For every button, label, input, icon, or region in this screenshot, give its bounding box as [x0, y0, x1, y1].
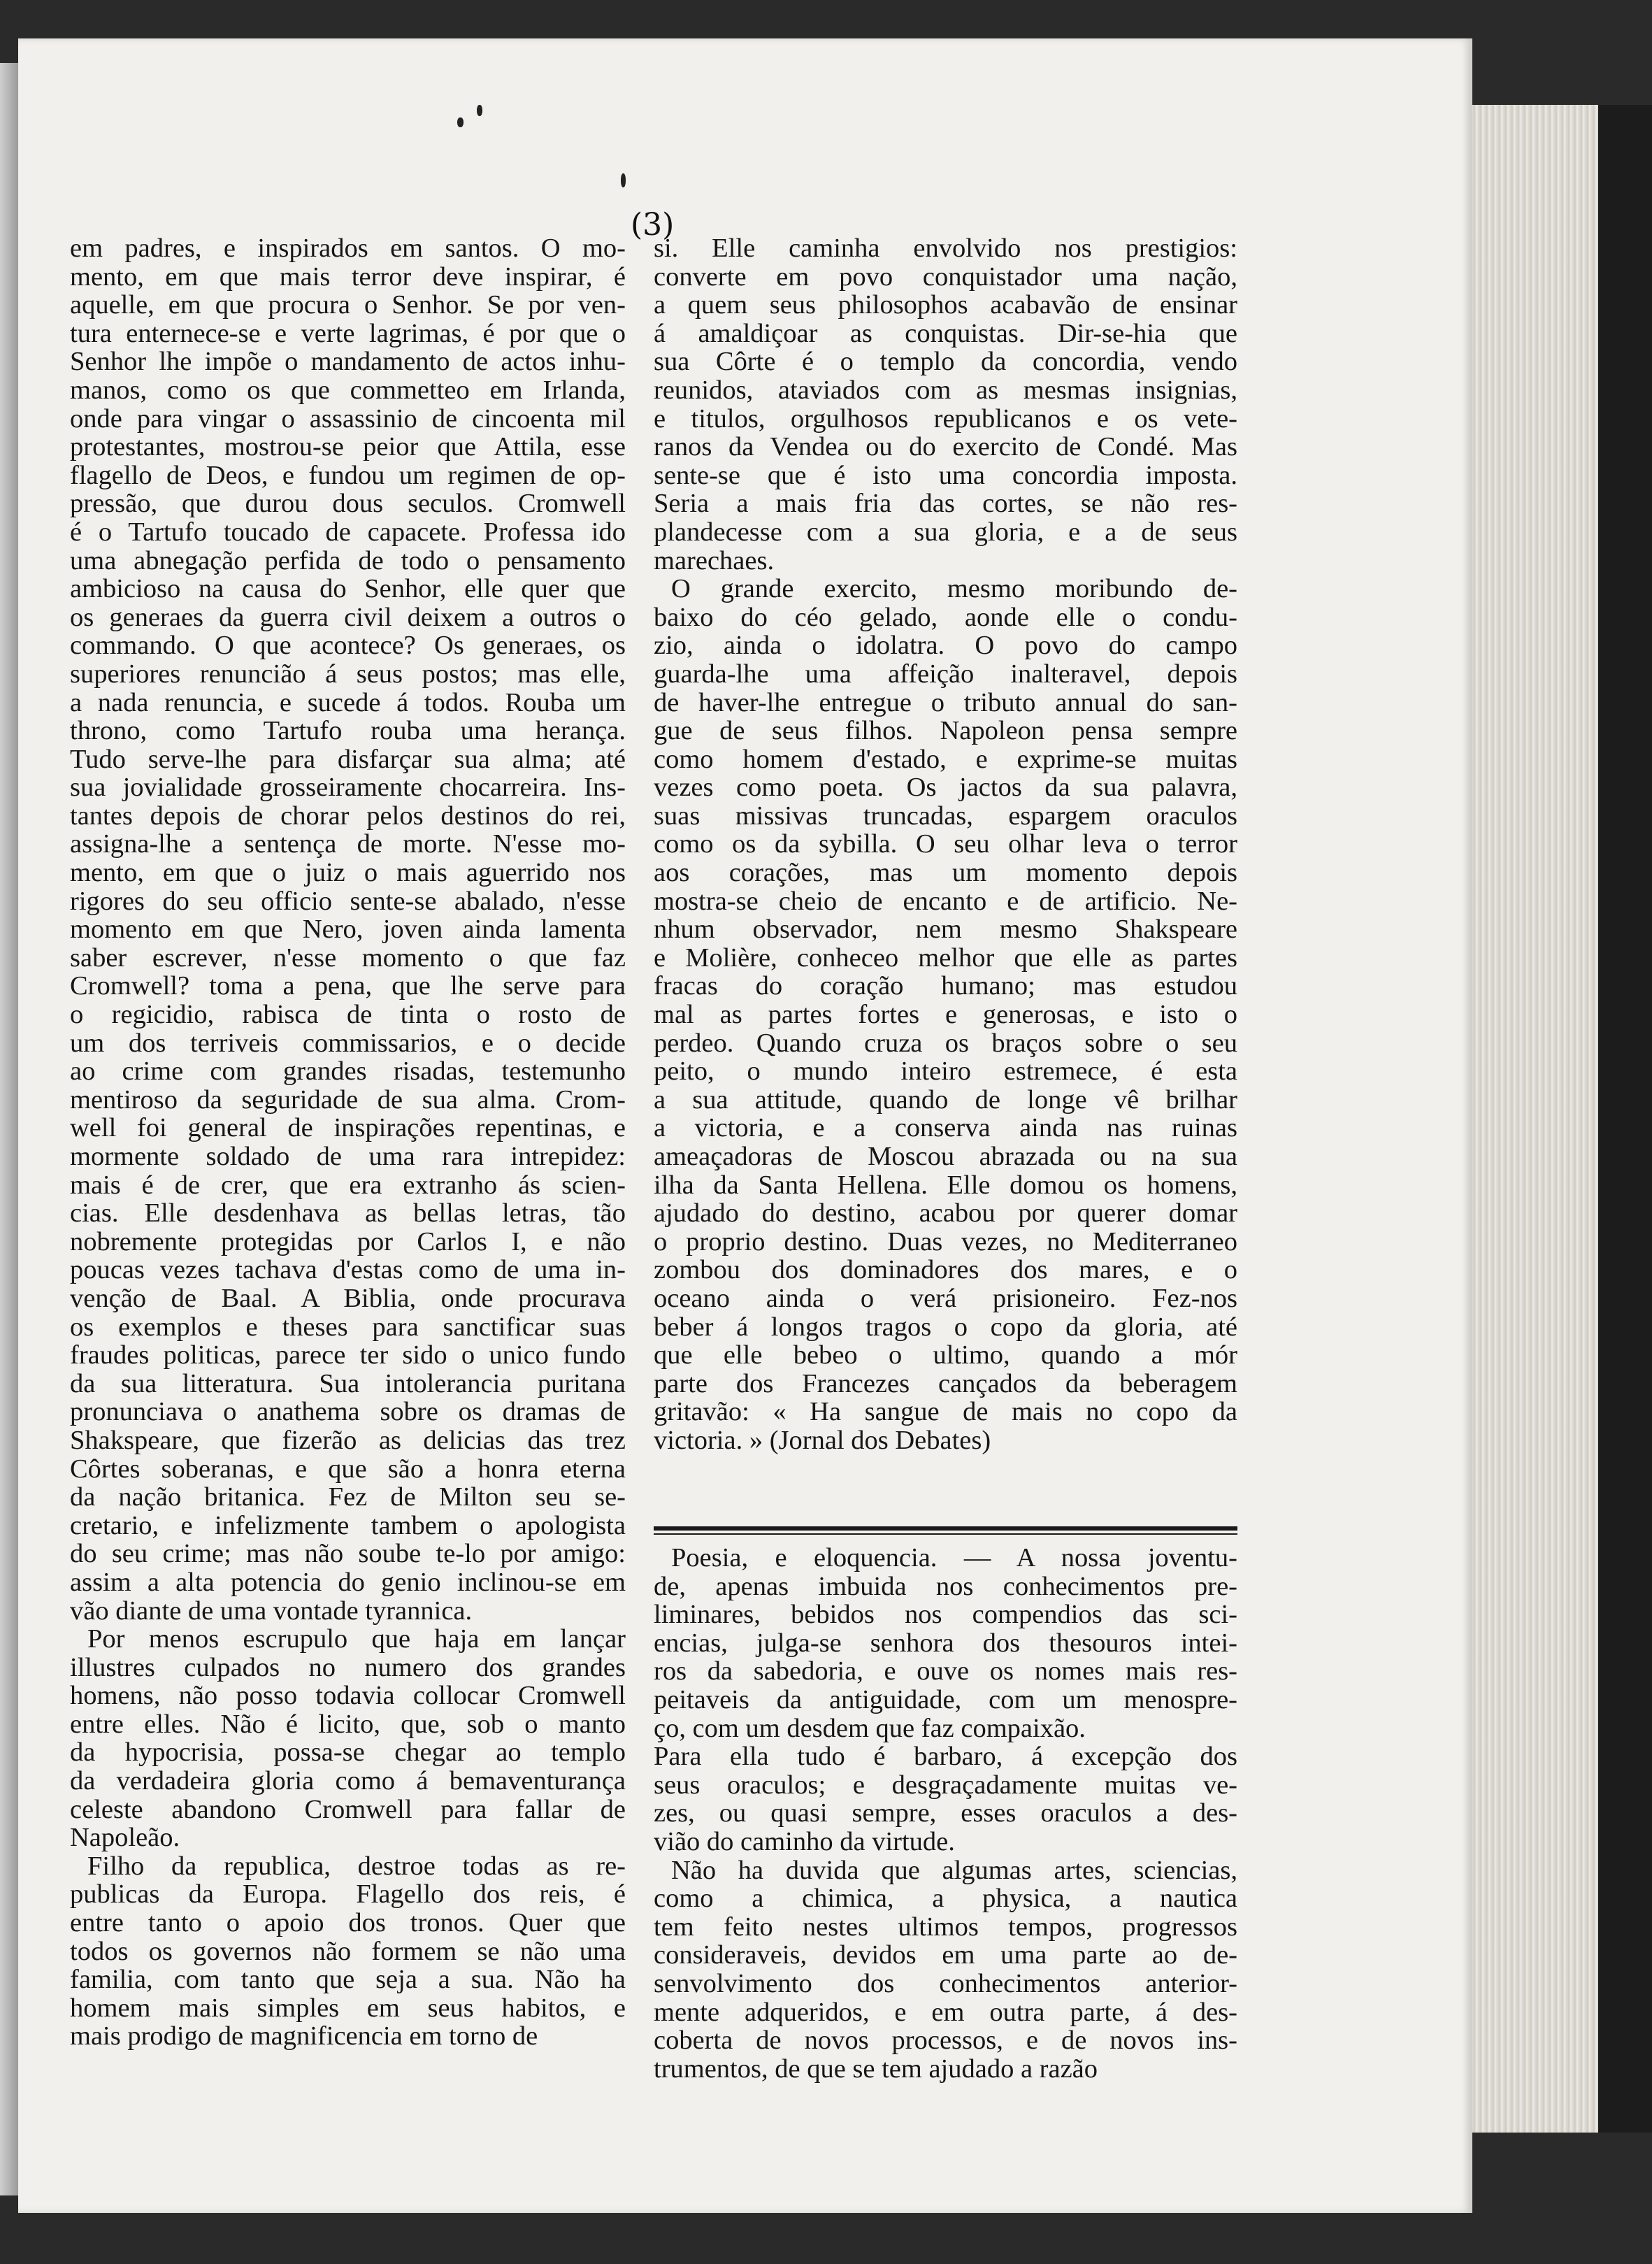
text-line: coberta de novos processos, e de novos ins- [654, 2026, 1237, 2055]
text-line: aos corações, mas um momento depois [654, 859, 1237, 887]
text-line: guarda-lhe uma affeição inalteravel, depois [654, 659, 1237, 689]
text-line: como homem d'estado, e exprime-se muitas [654, 745, 1237, 774]
text-line: venção de Baal. A Biblia, onde procurava [70, 1284, 626, 1313]
page-stack-edges [1472, 105, 1598, 2133]
text-line: sente-se que é isto uma concordia imposta. [654, 461, 1237, 490]
text-line: fracas do coração humano; mas estudou [654, 972, 1237, 1001]
text-line: homem mais simples em seus habitos, e [70, 1993, 626, 2023]
text-line: peitaveis da antiguidade, com um menospre- [654, 1685, 1237, 1714]
text-line: mento, em que o juiz o mais aguerrido nos [70, 859, 626, 887]
text-line: sua Côrte é o templo da concordia, vendo [654, 348, 1237, 376]
text-line: trumentos, de que se tem ajudado a razão [654, 2054, 1098, 2084]
text-line: vezes como poeta. Os jactos da sua palavra, [654, 773, 1237, 802]
text-line: cias. Elle desdenhava as bellas letras, tão [70, 1199, 626, 1228]
ink-speck [457, 117, 464, 127]
text-line: converte em povo conquistador uma nação, [654, 262, 1237, 292]
text-line: do seu crime; mas não soube te-lo por amigo: [70, 1540, 626, 1568]
text-line: fraudes politicas, parece ter sido o unico fundo [70, 1341, 626, 1370]
text-line: flagello de Deos, e fundou um regimen de op- [70, 461, 626, 490]
text-line: liminares, bebidos nos compendios das sci- [654, 1600, 1237, 1629]
text-line: oceano ainda o verá prisioneiro. Fez-nos [654, 1284, 1237, 1313]
text-line: Cromwell? toma a pena, que lhe serve para [70, 972, 626, 1001]
text-line: Poesia, e eloquencia. — A nossa joventu- [671, 1544, 1237, 1572]
text-line: da sua litteratura. Sua intolerancia puritana [70, 1369, 626, 1398]
text-line: os exemplos e theses para sanctificar suas [70, 1312, 626, 1342]
ink-speck [477, 105, 482, 116]
right-text-column [654, 234, 1237, 1455]
text-line: manos, como os que commetteo em Irlanda, [70, 375, 626, 405]
text-line: Por menos escrupulo que haja em lançar [87, 1625, 626, 1654]
adjacent-page-edge [0, 63, 18, 2195]
text-line: um dos terriveis commissarios, e o decide [70, 1029, 626, 1058]
text-line: ros da sabedoria, e ouve os nomes mais res- [654, 1657, 1237, 1686]
text-line: mais é de crer, que era extranho ás scien- [70, 1170, 626, 1200]
text-line: entre elles. Não é licito, que, sob o manto [70, 1710, 626, 1739]
text-line: mento, em que mais terror deve inspirar, é [70, 262, 626, 292]
text-line: onde para vingar o assassinio de cincoenta mil [70, 404, 626, 434]
text-line: e Molière, conheceo melhor que elle as partes [654, 943, 1237, 973]
text-line: a nada renuncia, e sucede á todos. Rouba um [70, 688, 626, 717]
text-line: beber á longos tragos o copo da gloria, até [654, 1312, 1237, 1342]
text-line: homens, não posso todavia collocar Cromwell [70, 1682, 626, 1710]
text-line: reunidos, ataviados com as mesmas insignias, [654, 375, 1237, 405]
text-line: illustres culpados no numero dos grandes [70, 1653, 626, 1682]
text-line: momento em que Nero, joven ainda lamenta [70, 915, 626, 944]
text-line: perdeo. Quando cruza os braços sobre o seu [654, 1029, 1237, 1058]
text-line: assim a alta potencia do genio inclinou-se em [70, 1568, 626, 1597]
text-line: zio, ainda o idolatra. O povo do campo [654, 631, 1237, 660]
text-line: throno, como Tartufo rouba uma herança. [70, 717, 626, 745]
text-line: saber escrever, n'esse momento o que faz [70, 943, 626, 973]
ink-speck [621, 173, 626, 187]
text-line: Shakspeare, que fizerão as delicias das trez [70, 1426, 626, 1455]
text-line: baixo do céo gelado, aonde elle o condu- [654, 603, 1237, 632]
text-line: de haver-lhe entregue o tributo annual do san- [654, 688, 1237, 717]
text-line: que elle bebeo o ultimo, quando a mór [654, 1341, 1237, 1370]
text-line: uma abnegação perfida de todo o pensamento [70, 546, 626, 575]
text-line: em padres, e inspirados em santos. O mo- [70, 234, 626, 263]
text-line: parte dos Francezes cançados da beberagem [654, 1369, 1237, 1398]
text-line: Não ha duvida que algumas artes, sciencias, [671, 1856, 1237, 1885]
text-line: mais prodigo de magnificencia em torno de [70, 2022, 538, 2051]
text-line: seus oraculos; e desgraçadamente muitas ve- [654, 1770, 1237, 1800]
text-line: vão diante de uma vontade tyrannica. [70, 1596, 473, 1626]
text-line: well foi general de inspirações repentinas, e [70, 1114, 626, 1142]
text-line: como a chimica, a physica, a nautica [654, 1884, 1237, 1913]
text-line: pressão, que durou dous seculos. Cromwell [70, 489, 626, 518]
text-line: é o Tartufo toucado de capacete. Professa ido [70, 517, 626, 547]
text-line: gue de seus filhos. Napoleon pensa sempre [654, 717, 1237, 745]
background-shadow [1598, 105, 1652, 2133]
text-line: plandecesse com a sua gloria, e a de seus [654, 517, 1237, 547]
text-line: publicas da Europa. Flagello dos reis, é [70, 1880, 626, 1910]
text-line: celeste abandono Cromwell para fallar de [70, 1795, 626, 1824]
text-line: ambicioso na causa do Senhor, elle quer que [70, 575, 626, 603]
text-line: senvolvimento dos conhecimentos anterior- [654, 1969, 1237, 1998]
text-line: sua jovialidade grosseiramente chocarreira. Ins- [70, 773, 626, 802]
text-line: todos os governos não formem se não uma [70, 1937, 626, 1966]
text-line: entre tanto o apoio dos tronos. Quer que [70, 1909, 626, 1937]
text-line: tura enternece-se e verte lagrimas, é por que o [70, 319, 626, 348]
text-line: consideraveis, devidos em uma parte ao de- [654, 1941, 1237, 1970]
text-line: ranos da Vendea ou do exercito de Condé. Mas [654, 433, 1237, 461]
text-line: assigna-lhe a sentença de morte. N'esse mo- [70, 830, 626, 859]
text-line: si. Elle caminha envolvido nos prestigios: [654, 234, 1237, 263]
text-line: commando. O que acontece? Os generaes, os [70, 631, 626, 660]
text-line: a quem seus philosophos acabavão de ensinar [654, 291, 1237, 320]
text-line: O grande exercito, mesmo moribundo de- [671, 575, 1237, 603]
text-line: zes, ou quasi sempre, esses oraculos a des- [654, 1799, 1237, 1828]
text-line: victoria. » (Jornal dos Debates) [654, 1426, 991, 1455]
text-line: mormente soldado de uma rara intrepidez: [70, 1142, 626, 1171]
text-line: marechaes. [654, 546, 775, 575]
text-line: ao crime com grandes risadas, testemunho [70, 1057, 626, 1086]
text-line: a sua attitude, quando de longe vê brilhar [654, 1085, 1237, 1115]
text-line: o proprio destino. Duas vezes, no Mediterraneo [654, 1227, 1237, 1256]
text-line: nhum observador, nem mesmo Shakspeare [654, 915, 1237, 944]
text-line: da nação britanica. Fez de Milton seu se- [70, 1483, 626, 1512]
text-line: Tudo serve-lhe para disfarçar sua alma; até [70, 745, 626, 774]
text-line: protestantes, mostrou-se peior que Attila, esse [70, 433, 626, 461]
text-line: Senhor lhe impõe o mandamento de actos inhu- [70, 348, 626, 376]
text-line: tem feito nestes ultimos tempos, progressos [654, 1912, 1237, 1942]
text-line: pronunciava o anathema sobre os dramas de [70, 1398, 626, 1426]
text-line: ajudado do destino, acabou por querer domar [654, 1199, 1237, 1228]
text-line: mente adqueridos, e em outra parte, á des- [654, 1998, 1237, 2027]
text-line: superiores renuncião á seus postos; mas elle, [70, 659, 626, 689]
right-text-column-section-2 [654, 1544, 1237, 2083]
text-line: aquelle, em que procura o Senhor. Se por ven- [70, 291, 626, 320]
text-line: a victoria, e a conserva ainda nas ruinas [654, 1114, 1237, 1142]
left-text-column [70, 234, 626, 2051]
text-line: Para ella tudo é barbaro, á excepção dos [654, 1742, 1237, 1771]
text-line: mostra-se cheio de encanto e de artificio. Ne- [654, 887, 1237, 916]
text-line: e titulos, orgulhosos republicanos e os vete- [654, 404, 1237, 434]
text-line: da hypocrisia, possa-se chegar ao templo [70, 1738, 626, 1768]
text-line: suas missivas truncadas, espargem oraculos [654, 801, 1237, 831]
text-line: zombou dos dominadores dos mares, e o [654, 1256, 1237, 1284]
text-line: gritavão: « Ha sangue de mais no copo da [654, 1398, 1237, 1426]
section-divider-rule [654, 1526, 1237, 1540]
text-line: encias, julga-se senhora dos thesouros intei- [654, 1628, 1237, 1658]
text-line: os generaes da guerra civil deixem a outros o [70, 603, 626, 632]
text-line: Côrtes soberanas, e que são a honra eterna [70, 1454, 626, 1484]
text-line: á amaldiçoar as conquistas. Dir-se-hia que [654, 319, 1237, 348]
text-line: da verdadeira gloria como á bemaventurança [70, 1767, 626, 1796]
text-line: ameaçadoras de Moscou abrazada ou na sua [654, 1142, 1237, 1171]
page-number: (3) [631, 207, 675, 243]
text-line: poucas vezes tachava d'estas como de uma in- [70, 1256, 626, 1284]
text-line: mal as partes fortes e generosas, e isto o [654, 1001, 1237, 1029]
text-line: mentiroso da seguridade de sua alma. Crom- [70, 1085, 626, 1115]
text-line: familia, com tanto que seja a sua. Não ha [70, 1965, 626, 1994]
text-line: Filho da republica, destroe todas as re- [87, 1851, 626, 1881]
text-line: ilha da Santa Hellena. Elle domou os homens, [654, 1170, 1237, 1200]
text-line: cretario, e infelizmente tambem o apologista [70, 1511, 626, 1540]
text-line: Seria a mais fria das cortes, se não res- [654, 489, 1237, 518]
text-line: nobremente protegidas por Carlos I, e não [70, 1227, 626, 1256]
text-line: rigores do seu officio sente-se abalado, n'esse [70, 887, 626, 916]
text-line: Napoleão. [70, 1824, 180, 1852]
text-line: o regicidio, rabisca de tinta o rosto de [70, 1001, 626, 1029]
text-line: de, apenas imbuida nos conhecimentos pre- [654, 1572, 1237, 1601]
text-line: como os da sybilla. O seu olhar leva o terror [654, 830, 1237, 859]
text-line: ço, com um desdem que faz compaixão. [654, 1714, 1086, 1743]
text-line: tantes depois de chorar pelos destinos do rei, [70, 801, 626, 831]
text-line: vião do caminho da virtude. [654, 1827, 955, 1856]
text-line: peito, o mundo inteiro estremece, é esta [654, 1057, 1237, 1086]
